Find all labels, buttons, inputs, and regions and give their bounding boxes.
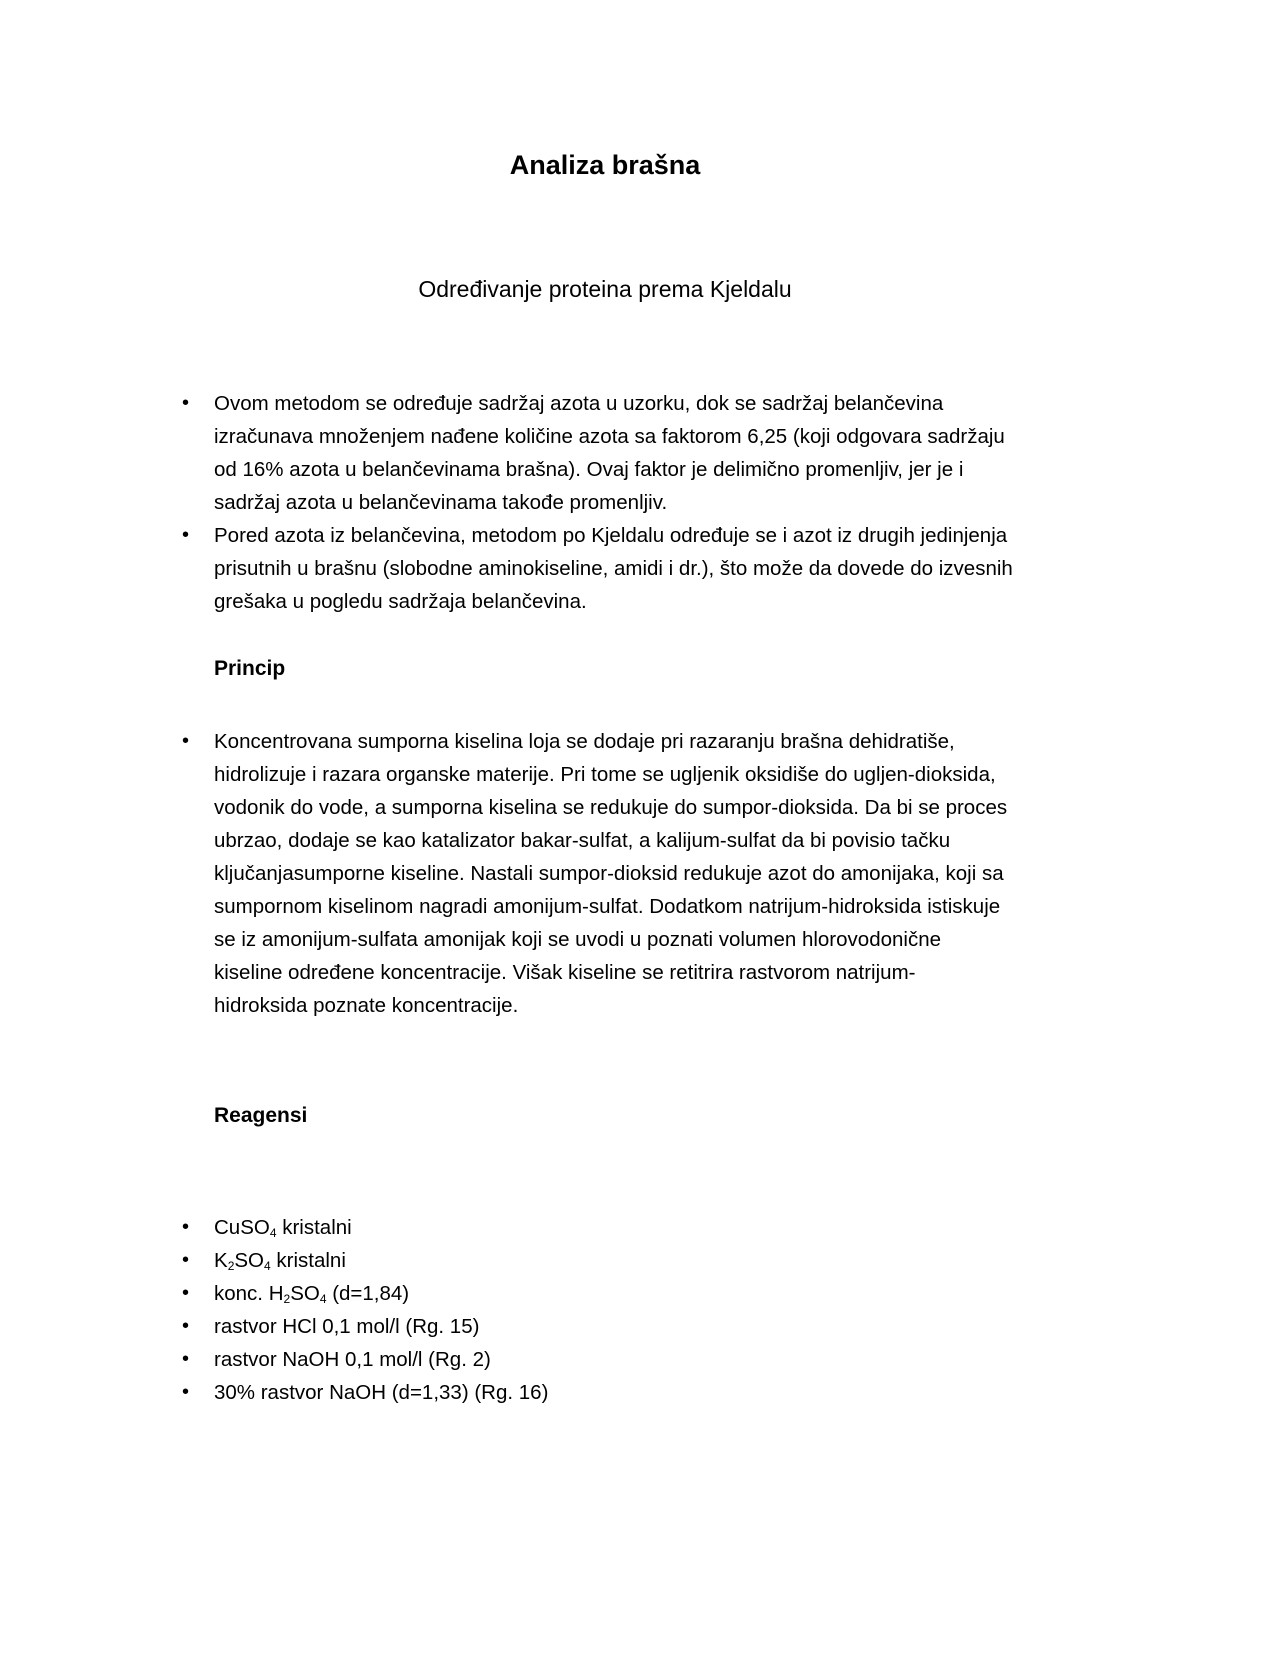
text-line: Koncentrovana sumporna kiselina loja se dodaje pri razaranju brašna dehidratiše, bbox=[214, 730, 955, 753]
reagents-list bbox=[182, 1211, 1142, 1409]
text-line: sumpornom kiselinom nagradi amonijum-sulfat. Dodatkom natrijum-hidroksida istiskuje bbox=[214, 895, 1001, 918]
reagent-item: • konc. $H_2SO_4$ (d=1,84) bbox=[182, 1277, 1142, 1310]
text-line: od 16% azota u belančevinama brašna). Ovaj faktor je delimično promenljiv, jer je i bbox=[214, 458, 964, 481]
text-line: Ovom metodom se određuje sadržaj azota u uzorku, dok se sadržaj belančevina bbox=[214, 392, 944, 415]
reagent-item: • rastvor HCl 0,1 mol/l (Rg. 15) bbox=[182, 1310, 1142, 1343]
bullet-icon: • bbox=[182, 730, 190, 752]
principle-list bbox=[182, 725, 1142, 1022]
bullet-icon: • bbox=[182, 1216, 190, 1238]
text-line: kiseline određene koncentracije. Višak kiseline se retitrira rastvorom natrijum- bbox=[214, 961, 916, 984]
text-line: hidroksida poznate koncentracije. bbox=[214, 994, 519, 1017]
text-line: grešaka u pogledu sadržaja belančevina. bbox=[214, 590, 587, 613]
text-line: sadržaj azota u belančevinama takođe promenljiv. bbox=[214, 491, 668, 514]
reagent-item: • CuSO$_4$ kristalni bbox=[182, 1211, 1142, 1244]
intro-list bbox=[182, 387, 1142, 618]
text-line: Pored azota iz belančevina, metodom po Kjeldalu određuje se i azot iz drugih jedinjenja bbox=[214, 524, 1008, 547]
text-line: hidrolizuje i razara organske materije. Pri tome se ugljenik oksidiše do ugljen-dioksida, bbox=[214, 763, 996, 786]
section-heading-reagents: Reagensi bbox=[214, 1104, 308, 1127]
bullet-icon: • bbox=[182, 1282, 190, 1304]
list-item bbox=[182, 387, 1142, 519]
bullet-icon: • bbox=[182, 1315, 190, 1337]
list-item bbox=[182, 725, 1142, 1022]
bullet-icon: • bbox=[182, 1381, 190, 1403]
reagent-item: • $K_2SO_4$ kristalni bbox=[182, 1244, 1142, 1277]
text-line: se iz amonijum-sulfata amonijak koji se uvodi u poznati volumen hlorovodonične bbox=[214, 928, 941, 951]
bullet-icon: • bbox=[182, 392, 190, 414]
text-line: prisutnih u brašnu (slobodne aminokiseline, amidi i dr.), što može da dovede do izvesnih bbox=[214, 557, 1013, 580]
document-subtitle: Određivanje proteina prema Kjeldalu bbox=[418, 276, 792, 302]
document-title: Analiza brašna bbox=[509, 150, 701, 180]
text-line: izračunava množenjem nađene količine azota sa faktorom 6,25 (koji odgovara sadržaju bbox=[214, 425, 1005, 448]
text-line: ubrzao, dodaje se kao katalizator bakar-sulfat, a kalijum-sulfat da bi povisio tačku bbox=[214, 829, 951, 852]
list-item bbox=[182, 519, 1142, 618]
section-heading-principle: Princip bbox=[214, 657, 286, 680]
reagent-item: • 30% rastvor NaOH (d=1,33) (Rg. 16) bbox=[182, 1376, 1142, 1409]
reagent-item: • rastvor NaOH 0,1 mol/l (Rg. 2) bbox=[182, 1343, 1142, 1376]
text-line: vodonik do vode, a sumporna kiselina se redukuje do sumpor-dioksida. Da bi se proces bbox=[214, 796, 1008, 819]
text-line: ključanjasumporne kiseline. Nastali sumpor-dioksid redukuje azot do amonijaka, koji sa bbox=[214, 862, 1004, 885]
bullet-icon: • bbox=[182, 1348, 190, 1370]
bullet-icon: • bbox=[182, 524, 190, 546]
bullet-icon: • bbox=[182, 1249, 190, 1271]
